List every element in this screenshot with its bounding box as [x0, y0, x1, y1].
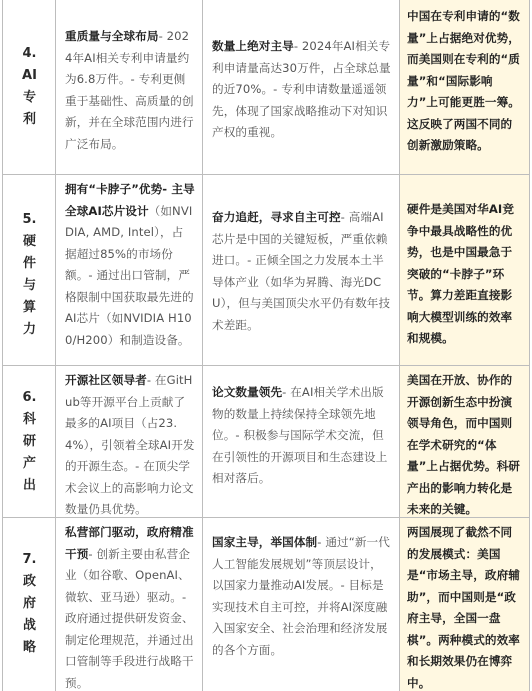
dimension-char: 专 — [22, 90, 36, 105]
us-cell — [56, 175, 203, 365]
us-description — [65, 179, 195, 351]
dimension-char: AI — [22, 68, 37, 83]
dimension-cell — [3, 175, 56, 365]
us-heading: 私营部门驱动，政府精准干预 — [65, 525, 194, 561]
cn-heading: 数量上绝对主导 — [212, 39, 294, 53]
row-number: 4. — [22, 46, 37, 61]
cn-heading: 奋力追赶，寻求自主可控 — [212, 210, 341, 224]
cn-description — [212, 207, 392, 336]
table-row-patents — [3, 0, 529, 175]
us-detail: - 2024年AI相关专利申请量约为6.8万件。- 专利更侧重于基础性、高质量的创新，并在全球范围内进行广泛布局。 — [65, 29, 194, 151]
us-heading: 拥有“卡脖子”优势- 主导全球AI芯片设计 — [65, 182, 195, 218]
table-row-hardware — [3, 175, 529, 366]
cn-cell — [203, 0, 400, 174]
row-number: 6. — [22, 390, 37, 405]
analysis-cell — [400, 518, 529, 691]
cn-detail: - 2024年AI相关专利申请量高达30万件，占全球总量的近70%。- 专利申请数量遥遥领先，体现了国家战略推动下对知识产权的重视。 — [212, 39, 391, 139]
analysis-text: 硬件是美国对华AI竞争中最具战略性的优势，也是中国最急于突破的“卡脖子”环节。算力差距直接影响大模型训练的效率和规模。 — [407, 202, 515, 345]
cn-detail: - 通过“新一代人工智能发展规划”等顶层设计，以国家力量推动AI发展。- 目标是实现技术自主可控，并将AI深度融入国家安全、社会治理和经济发展的各个方面。 — [212, 535, 390, 657]
dimension-char: 利 — [22, 112, 36, 127]
us-description — [65, 26, 195, 155]
us-detail: - 在GitHub等开源平台上贡献了最多的AI项目（占23.4%），引领着全球AI开发的开源生态。- 在顶尖学术会议上的高影响力论文数量仍具优势。 — [65, 373, 195, 516]
row-number: 7. — [22, 552, 37, 567]
dimension-cell — [3, 366, 56, 517]
dimension-char: 与 — [22, 278, 36, 293]
cn-description — [212, 36, 392, 144]
cn-cell — [203, 175, 400, 365]
dimension-char: 科 — [22, 412, 36, 427]
cn-description — [212, 382, 392, 490]
us-cell — [56, 518, 203, 691]
dimension-char: 件 — [22, 256, 36, 271]
row-number: 5. — [22, 212, 37, 227]
table-row-research — [3, 366, 529, 518]
analysis-cell — [400, 0, 529, 174]
dimension-cell — [3, 518, 56, 691]
table-row-government — [3, 518, 529, 691]
comparison-table — [2, 0, 530, 691]
dimension-char: 算 — [22, 300, 36, 315]
dimension-char: 战 — [22, 618, 36, 633]
analysis-text: 两国展现了截然不同的发展模式：美国是“市场主导，政府辅助”，而中国则是“政府主导，全国一盘棋”。两种模式的效率和长期效果仍在博弈中。 — [407, 525, 520, 690]
cn-cell — [203, 366, 400, 517]
dimension-char: 略 — [22, 640, 36, 655]
cn-detail: - 高端AI芯片是中国的关键短板，严重依赖进口。- 正倾全国之力发展本土半导体产业（如华为昇腾、海光DCU），但与美国顶尖水平仍有数年技术差距。 — [212, 210, 391, 332]
us-detail: （如NVIDIA, AMD, Intel），占据超过85%的市场份额。- 通过出口管制，严格限制中国获取最先进的AI芯片（如NVIDIA H100/H200）和制造设备。 — [65, 203, 194, 347]
dimension-cell — [3, 0, 56, 174]
dimension-char: 研 — [22, 434, 36, 449]
us-description — [65, 522, 195, 691]
cn-detail: - 在AI相关学术出版物的数量上持续保持全球领先地位。- 积极参与国际学术交流，但在引领性的开源项目和生态建设上相对落后。 — [212, 385, 388, 485]
dimension-char: 政 — [22, 574, 36, 589]
us-cell — [56, 366, 203, 517]
us-detail: - 创新主要由私营企业（如谷歌、OpenAI、微软、亚马逊）驱动。- 政府通过提供研发资金、制定伦理规范，并通过出口管制等手段进行战略干预。 — [65, 546, 194, 690]
us-description — [65, 370, 195, 517]
us-cell — [56, 0, 203, 174]
analysis-cell — [400, 366, 529, 517]
cn-heading: 论文数量领先 — [212, 385, 283, 399]
dimension-char: 力 — [22, 322, 36, 337]
cn-heading: 国家主导，举国体制 — [212, 535, 318, 549]
dimension-char: 府 — [22, 596, 36, 611]
cn-cell — [203, 518, 400, 691]
us-heading: 开源社区领导者 — [65, 373, 147, 387]
analysis-cell — [400, 175, 529, 365]
dimension-char: 出 — [22, 478, 36, 493]
analysis-text: 中国在专利申请的“数量”上占据绝对优势，而美国则在专利的“质量”和“国际影响力”上可能更胜一筹。这反映了两国不同的创新激励策略。 — [407, 9, 520, 152]
cn-description — [212, 532, 392, 661]
analysis-text: 美国在开放、协作的开源创新生态中扮演领导角色，而中国则在学术研究的“体量”上占据优势。科研产出的影响力转化是未来的关键。 — [407, 373, 520, 516]
dimension-char: 硬 — [22, 234, 36, 249]
dimension-char: 产 — [22, 456, 36, 471]
us-heading: 重质量与全球布局 — [65, 29, 159, 43]
